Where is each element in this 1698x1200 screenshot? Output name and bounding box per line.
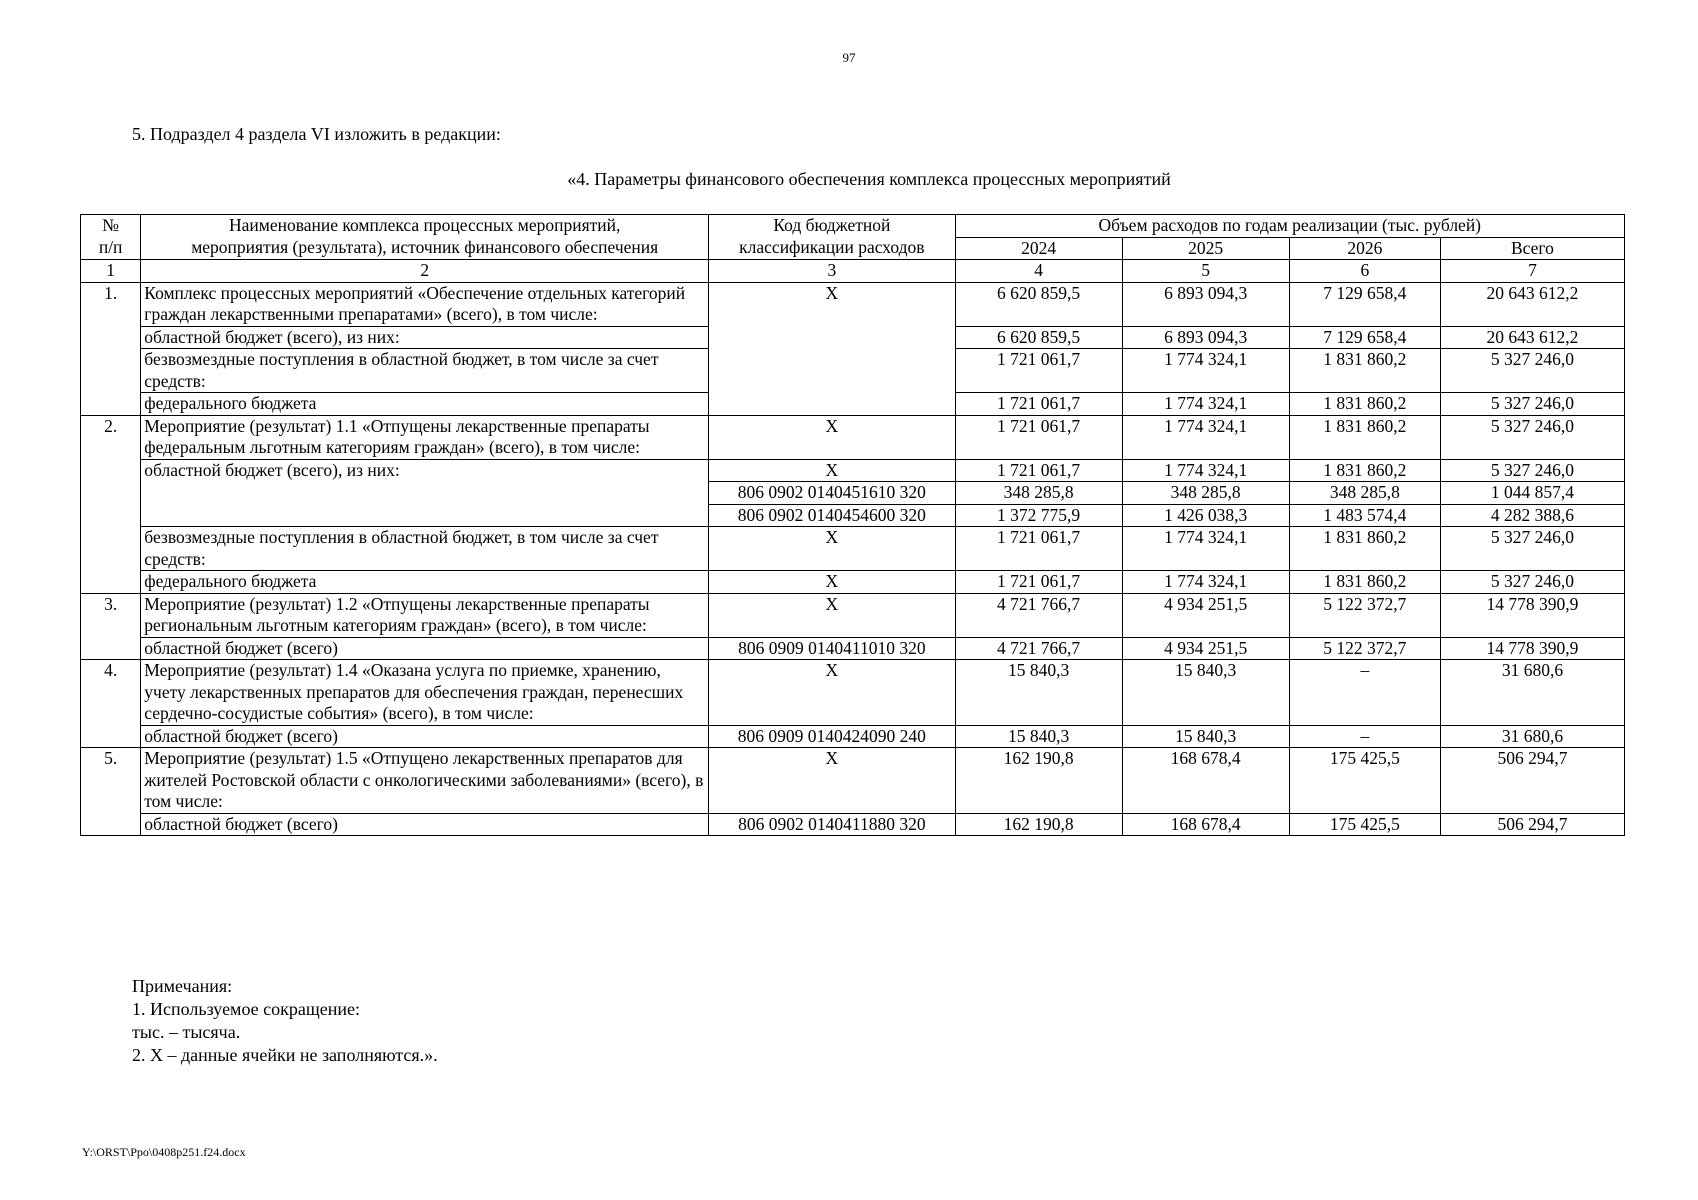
row-name: областной бюджет (всего) <box>141 813 709 836</box>
row-name: безвозмездные поступления в областной бюджет, в том числе за счет средств: <box>141 349 709 393</box>
value-2025: 168 678,4 <box>1122 813 1289 836</box>
row-code: X <box>709 527 955 571</box>
table-row <box>81 459 1625 482</box>
value-2026: 348 285,8 <box>1289 482 1440 505</box>
value-total: 5 327 246,0 <box>1440 459 1624 482</box>
value-total: 31 680,6 <box>1440 660 1624 726</box>
header-index: 6 <box>1289 260 1440 283</box>
value-2025: 168 678,4 <box>1122 748 1289 814</box>
value-total: 506 294,7 <box>1440 813 1624 836</box>
value-2025: 15 840,3 <box>1122 725 1289 748</box>
value-2024: 348 285,8 <box>955 482 1122 505</box>
notes-line: тыс. – тысяча. <box>132 1022 241 1042</box>
header-index: 7 <box>1440 260 1624 283</box>
value-2024: 1 721 061,7 <box>955 349 1122 393</box>
table-row <box>81 725 1625 748</box>
value-total: 14 778 390,9 <box>1440 637 1624 660</box>
value-total: 5 327 246,0 <box>1440 527 1624 571</box>
header-year-2026: 2026 <box>1289 237 1440 260</box>
row-code: 806 0902 0140454600 320 <box>709 504 955 527</box>
value-2026: 7 129 658,4 <box>1289 326 1440 349</box>
row-name: Мероприятие (результат) 1.2 «Отпущены лекарственные препараты региональным льготным категориям граждан» (всего), в том числе: <box>141 593 709 637</box>
table-title: «4. Параметры финансового обеспечения комплекса процессных мероприятий <box>567 169 1171 189</box>
value-total: 20 643 612,2 <box>1440 326 1624 349</box>
row-name: Мероприятие (результат) 1.1 «Отпущены лекарственные препараты федеральным льготным категориям граждан» (всего), в том числе: <box>141 415 709 459</box>
intro-paragraph: 5. Подраздел 4 раздела VI изложить в редакции: <box>132 124 501 144</box>
value-2026: 175 425,5 <box>1289 813 1440 836</box>
value-2025: 1 774 324,1 <box>1122 459 1289 482</box>
header-index: 5 <box>1122 260 1289 283</box>
value-2024: 1 721 061,7 <box>955 571 1122 594</box>
row-name: безвозмездные поступления в областной бюджет, в том числе за счет средств: <box>141 527 709 571</box>
header-index: 2 <box>141 260 709 283</box>
value-2025: 4 934 251,5 <box>1122 593 1289 637</box>
value-2024: 162 190,8 <box>955 748 1122 814</box>
table-row <box>81 282 1625 326</box>
value-2026: 175 425,5 <box>1289 748 1440 814</box>
table-row <box>81 637 1625 660</box>
value-2026: 1 831 860,2 <box>1289 459 1440 482</box>
row-code: 806 0902 0140411880 320 <box>709 813 955 836</box>
value-total: 506 294,7 <box>1440 748 1624 814</box>
value-2026: – <box>1289 725 1440 748</box>
row-number: 3. <box>81 593 141 660</box>
row-name: Комплекс процессных мероприятий «Обеспечение отдельных категорий граждан лекарственными препаратами» (всего), в том числе: <box>141 282 709 326</box>
row-code: X <box>709 282 955 415</box>
row-number: 4. <box>81 660 141 748</box>
value-2024: 1 721 061,7 <box>955 415 1122 459</box>
row-name: Мероприятие (результат) 1.5 «Отпущено лекарственных препаратов для жителей Ростовской области с онкологическими заболеваниями» (всего), в том числе: <box>141 748 709 814</box>
value-total: 31 680,6 <box>1440 725 1624 748</box>
value-2026: 1 831 860,2 <box>1289 571 1440 594</box>
row-name: областной бюджет (всего), из них: <box>141 326 709 349</box>
header-index: 3 <box>709 260 955 283</box>
row-name: федерального бюджета <box>141 393 709 416</box>
row-name: федерального бюджета <box>141 571 709 594</box>
value-2025: 1 774 324,1 <box>1122 571 1289 594</box>
value-2025: 4 934 251,5 <box>1122 637 1289 660</box>
header-code: Код бюджетной классификации расходов <box>709 215 955 260</box>
value-2024: 4 721 766,7 <box>955 593 1122 637</box>
table-row <box>81 571 1625 594</box>
row-code: 806 0909 0140411010 320 <box>709 637 955 660</box>
table-row <box>81 660 1625 726</box>
row-code: X <box>709 593 955 637</box>
value-total: 5 327 246,0 <box>1440 415 1624 459</box>
page-number: 97 <box>842 50 856 65</box>
value-total: 5 327 246,0 <box>1440 571 1624 594</box>
row-number: 2. <box>81 415 141 593</box>
value-2026: 1 831 860,2 <box>1289 393 1440 416</box>
table-row <box>81 813 1625 836</box>
row-code: 806 0909 0140424090 240 <box>709 725 955 748</box>
row-code: X <box>709 459 955 482</box>
value-2025: 1 426 038,3 <box>1122 504 1289 527</box>
value-total: 5 327 246,0 <box>1440 393 1624 416</box>
value-2025: 1 774 324,1 <box>1122 415 1289 459</box>
value-2026: 1 831 860,2 <box>1289 415 1440 459</box>
file-path-footer: Y:\ORST\Ppo\0408p251.f24.docx <box>82 1145 246 1159</box>
value-2024: 15 840,3 <box>955 725 1122 748</box>
value-2025: 6 893 094,3 <box>1122 326 1289 349</box>
table-row <box>81 527 1625 571</box>
value-2026: – <box>1289 660 1440 726</box>
value-2024: 1 372 775,9 <box>955 504 1122 527</box>
value-2026: 1 831 860,2 <box>1289 349 1440 393</box>
header-year-2024: 2024 <box>955 237 1122 260</box>
notes-heading: Примечания: <box>132 976 233 996</box>
table-row <box>81 593 1625 637</box>
value-2024: 6 620 859,5 <box>955 282 1122 326</box>
row-name: областной бюджет (всего) <box>141 725 709 748</box>
value-total: 4 282 388,6 <box>1440 504 1624 527</box>
header-year-2025: 2025 <box>1122 237 1289 260</box>
value-2024: 1 721 061,7 <box>955 459 1122 482</box>
financing-table <box>80 214 1625 836</box>
row-number: 5. <box>81 748 141 836</box>
header-num: № п/п <box>81 215 141 260</box>
value-2026: 5 122 372,7 <box>1289 593 1440 637</box>
value-2024: 162 190,8 <box>955 813 1122 836</box>
value-2025: 6 893 094,3 <box>1122 282 1289 326</box>
value-2025: 348 285,8 <box>1122 482 1289 505</box>
header-name: Наименование комплекса процессных мероприятий, мероприятия (результата), источник финансового обеспечения <box>141 215 709 260</box>
table-row <box>81 748 1625 814</box>
value-total: 14 778 390,9 <box>1440 593 1624 637</box>
header-volume: Объем расходов по годам реализации (тыс. рублей) <box>955 215 1624 238</box>
header-index: 1 <box>81 260 141 283</box>
row-code: X <box>709 748 955 814</box>
value-2024: 15 840,3 <box>955 660 1122 726</box>
row-code: X <box>709 660 955 726</box>
notes <box>132 975 438 1067</box>
notes-line: 2. X – данные ячейки не заполняются.». <box>132 1045 438 1065</box>
row-name: областной бюджет (всего) <box>141 637 709 660</box>
value-2024: 1 721 061,7 <box>955 527 1122 571</box>
row-code: X <box>709 571 955 594</box>
notes-line: 1. Используемое сокращение: <box>132 999 360 1019</box>
value-2024: 4 721 766,7 <box>955 637 1122 660</box>
value-2026: 7 129 658,4 <box>1289 282 1440 326</box>
value-2024: 1 721 061,7 <box>955 393 1122 416</box>
value-2026: 1 483 574,4 <box>1289 504 1440 527</box>
value-2024: 6 620 859,5 <box>955 326 1122 349</box>
value-2026: 5 122 372,7 <box>1289 637 1440 660</box>
value-total: 20 643 612,2 <box>1440 282 1624 326</box>
value-2025: 15 840,3 <box>1122 660 1289 726</box>
value-2025: 1 774 324,1 <box>1122 349 1289 393</box>
value-total: 5 327 246,0 <box>1440 349 1624 393</box>
row-code: 806 0902 0140451610 320 <box>709 482 955 505</box>
value-2025: 1 774 324,1 <box>1122 527 1289 571</box>
table-row <box>81 415 1625 459</box>
row-name: областной бюджет (всего), из них: <box>141 459 709 527</box>
value-total: 1 044 857,4 <box>1440 482 1624 505</box>
row-name: Мероприятие (результат) 1.4 «Оказана услуга по приемке, хранению, учету лекарственных препаратов для обеспечения граждан, перенесших сердечно-сосудистые события» (всего), в том числе: <box>141 660 709 726</box>
value-2025: 1 774 324,1 <box>1122 393 1289 416</box>
header-total: Всего <box>1440 237 1624 260</box>
value-2026: 1 831 860,2 <box>1289 527 1440 571</box>
header-index: 4 <box>955 260 1122 283</box>
row-number: 1. <box>81 282 141 415</box>
row-code: X <box>709 415 955 459</box>
